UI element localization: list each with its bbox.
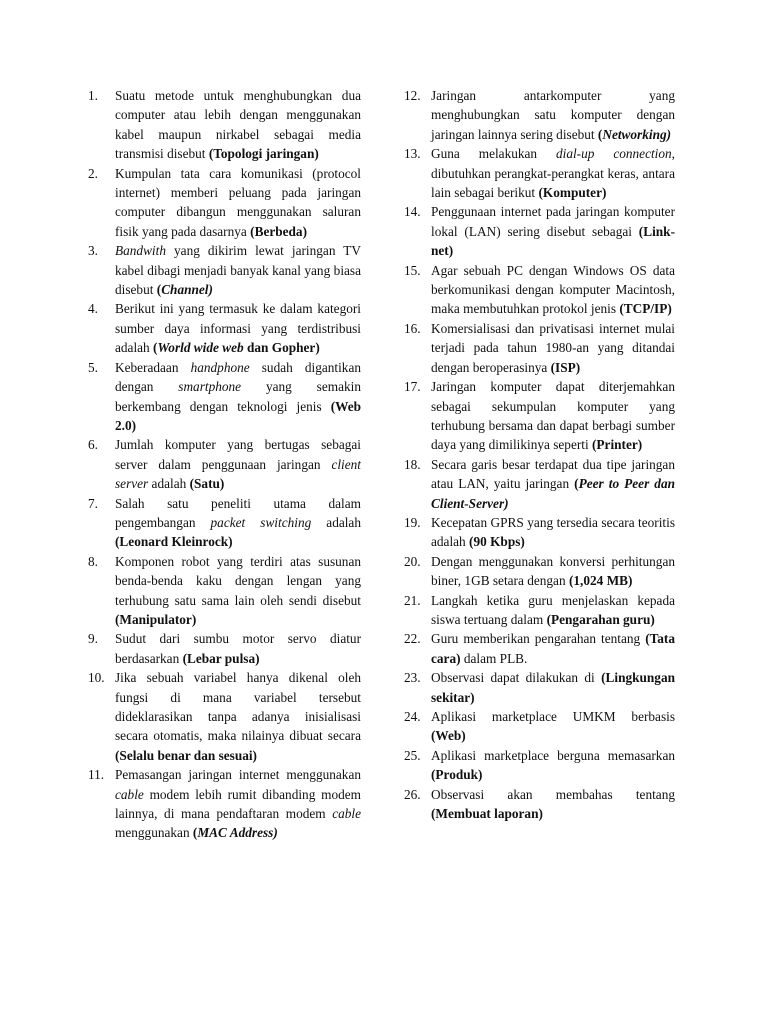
right-column xyxy=(404,86,675,823)
item-text xyxy=(431,455,675,513)
list-item xyxy=(404,455,675,513)
question-text: Kumpulan tata cara komunikasi (protocol internet) memberi peluang pada jaringan computer dibangun menggunakan saluran fisik yang pada dasarnya xyxy=(115,165,361,239)
answer-text-wrapper xyxy=(157,340,243,355)
answer-text: (Topologi jaringan) xyxy=(208,146,319,162)
question-text: Jaringan antarkomputer yang menghubungkan satu komputer dengan jaringan lainnya sering disebut xyxy=(431,88,675,142)
item-number: 24. xyxy=(404,709,421,724)
item-number: 10. xyxy=(88,670,105,686)
item-text xyxy=(431,144,675,202)
answer-text: (Membuat laporan) xyxy=(431,806,543,822)
item-number: 9. xyxy=(88,631,98,647)
question-text: , dibutuhkan perangkat-perangkat keras, antara lain sebagai berikut xyxy=(431,146,675,201)
list-item xyxy=(88,552,361,630)
italic-term: handphone xyxy=(190,359,250,375)
question-text: Aplikasi marketplace UMKM berbasis xyxy=(431,709,675,724)
item-number: 12. xyxy=(404,88,421,103)
list-item xyxy=(404,144,675,202)
list-item xyxy=(404,261,675,319)
item-text xyxy=(115,164,361,242)
answer-text: (Leonard Kleinrock) xyxy=(115,534,233,550)
question-text: Berikut ini yang termasuk ke dalam kategori sumber daya informasi yang terdistribusi adalah xyxy=(115,301,361,356)
question-text: Penggunaan internet pada jaringan komputer lokal (LAN) sering disebut sebagai xyxy=(431,204,675,239)
item-number: 4. xyxy=(88,301,98,317)
item-text xyxy=(115,358,361,436)
item-text xyxy=(115,299,361,357)
list-item xyxy=(404,377,675,455)
list-item xyxy=(404,552,675,591)
item-text xyxy=(431,629,675,668)
item-number: 26. xyxy=(404,786,421,802)
question-text: Guna melakukan xyxy=(431,146,556,162)
answer-text: (Selalu benar dan sesuai) xyxy=(115,747,257,763)
question-text: Pemasangan jaringan internet menggunakan xyxy=(115,767,361,783)
item-number: 3. xyxy=(88,243,98,259)
answer-text: World wide web xyxy=(157,340,244,356)
list-item xyxy=(88,164,361,242)
item-number: 16. xyxy=(404,320,421,336)
answer-text: dan Gopher) xyxy=(243,340,320,356)
answer-text: Networking) xyxy=(602,126,672,142)
item-text xyxy=(431,261,675,319)
question-text: modem lebih rumit dibanding modem lainnya, di mana pendaftaran modem xyxy=(115,786,361,822)
item-text xyxy=(115,668,361,765)
answer-text: Channel) xyxy=(161,282,213,298)
answer-text-wrapper xyxy=(161,282,213,297)
answer-text: (1,024 MB) xyxy=(568,573,633,589)
item-text xyxy=(431,591,675,630)
italic-term: cable xyxy=(332,806,361,822)
item-number: 17. xyxy=(404,379,421,395)
item-text xyxy=(431,202,675,260)
answer-text: ( xyxy=(156,282,162,298)
question-text: Suatu metode untuk menghubungkan dua computer atau lebih dengan menggunakan kabel maupun nirkabel sebagai media transmisi disebut xyxy=(115,88,361,162)
question-text: Jumlah komputer yang bertugas sebagai server dalam penggunaan jaringan xyxy=(115,437,361,472)
question-text: Secara garis besar terdapat dua tipe jaringan atau LAN, yaitu jaringan xyxy=(431,456,675,492)
item-number: 14. xyxy=(404,204,421,220)
list-item xyxy=(404,707,675,746)
italic-term: packet switching xyxy=(210,514,312,530)
answer-text: (Tata cara) xyxy=(431,631,675,666)
item-text xyxy=(115,494,361,552)
question-text: Guru memberikan pengarahan tentang xyxy=(431,631,646,647)
item-text xyxy=(115,552,361,630)
item-number: 2. xyxy=(88,165,98,181)
answer-text: ( xyxy=(153,340,158,356)
question-text: Komersialisasi dan privatisasi internet mulai terjadi pada tahun 1980-an yang ditandai dengan beroperasinya xyxy=(431,320,675,375)
italic-term: Bandwith xyxy=(115,243,166,259)
item-text xyxy=(115,629,361,668)
answer-text: (Manipulator) xyxy=(115,611,197,627)
item-text xyxy=(115,86,361,164)
question-text: Jika sebuah variabel hanya dikenal oleh fungsi di mana variabel tersebut dideklarasikan tanpa adanya inisialisasi secara otomatis, maka nilainya dibuat secara xyxy=(115,670,361,744)
question-text: sudah digantikan dengan xyxy=(115,359,361,395)
item-number: 15. xyxy=(404,262,421,278)
item-text xyxy=(431,707,675,746)
item-text xyxy=(431,746,675,785)
question-text: Komponen robot yang terdiri atas susunan benda-benda kaku dengan lengan yang terhubung satu sama lain oleh sendi disebut xyxy=(115,553,361,608)
question-text: menggunakan xyxy=(115,825,193,841)
answer-text: (Link-net) xyxy=(431,223,675,259)
answer-text: (Produk) xyxy=(431,767,483,783)
item-text xyxy=(431,86,675,144)
left-column xyxy=(88,86,361,843)
question-text: Salah satu peneliti utama dalam pengembangan xyxy=(115,495,361,530)
item-text xyxy=(431,668,675,707)
question-text: Keberadaan xyxy=(115,359,191,375)
answer-text: ( xyxy=(192,825,198,841)
question-text: adalah xyxy=(311,514,361,530)
question-text: Observasi dapat dilakukan di xyxy=(431,670,602,686)
item-number: 19. xyxy=(404,514,421,530)
question-text: adalah xyxy=(148,476,190,492)
answer-text: (Web 2.0) xyxy=(115,398,361,433)
question-text: yang semakin berkembang dengan teknologi jenis xyxy=(115,379,361,414)
item-number: 8. xyxy=(88,553,98,569)
answer-text: MAC Address) xyxy=(197,825,278,841)
list-item xyxy=(404,591,675,630)
question-text: dalam PLB. xyxy=(460,650,528,666)
question-text: Kecepatan GPRS yang tersedia secara teoritis adalah xyxy=(431,514,675,550)
answer-text: (TCP/IP) xyxy=(619,301,672,317)
list-item xyxy=(88,86,361,164)
question-text: Aplikasi marketplace berguna memasarkan xyxy=(431,747,675,763)
list-item xyxy=(404,746,675,785)
item-text xyxy=(431,377,675,455)
item-text xyxy=(431,552,675,591)
list-item xyxy=(88,435,361,493)
answer-text: Peer to Peer dan Client-Server) xyxy=(431,476,676,511)
item-number: 5. xyxy=(88,359,98,375)
item-number: 13. xyxy=(404,146,421,162)
answer-text: (Lebar pulsa) xyxy=(182,650,260,666)
italic-term: client server xyxy=(115,456,361,492)
question-text: Sudut dari sumbu motor servo diatur berdasarkan xyxy=(115,631,361,666)
answer-text: (ISP) xyxy=(550,359,581,375)
item-text xyxy=(431,785,675,824)
list-item xyxy=(88,299,361,357)
answer-text-wrapper xyxy=(602,127,671,142)
item-number: 25. xyxy=(404,747,421,763)
italic-term: smartphone xyxy=(178,379,242,395)
italic-term: dial-up connection xyxy=(555,146,672,162)
list-item xyxy=(404,785,675,824)
answer-text: ( xyxy=(574,476,579,492)
item-text xyxy=(115,435,361,493)
question-text: Agar sebuah PC dengan Windows OS data berkomunikasi dengan komputer Macintosh, maka membutuhkan protokol jenis xyxy=(431,262,675,317)
list-item xyxy=(404,86,675,144)
answer-text: (90 Kbps) xyxy=(469,534,525,550)
item-number: 22. xyxy=(404,631,421,647)
answer-text: (Web) xyxy=(431,728,466,744)
question-text: Dengan menggunakan konversi perhitungan biner, 1GB setara dengan xyxy=(431,553,675,589)
question-text: Observasi akan membahas tentang xyxy=(431,786,675,802)
item-text xyxy=(115,765,361,843)
answer-text: (Komputer) xyxy=(538,185,607,201)
list-item xyxy=(404,668,675,707)
italic-term: cable xyxy=(115,786,144,802)
item-number: 1. xyxy=(88,88,98,103)
item-text xyxy=(115,241,361,299)
answer-text: (Satu) xyxy=(189,476,225,492)
answer-text: ( xyxy=(597,126,603,142)
question-text: Langkah ketika guru menjelaskan kepada siswa tertuang dalam xyxy=(431,592,675,627)
item-number: 18. xyxy=(404,456,421,472)
item-text xyxy=(431,513,675,552)
item-number: 6. xyxy=(88,437,98,453)
list-item xyxy=(404,513,675,552)
answer-text: (Berbeda) xyxy=(250,223,308,239)
item-number: 7. xyxy=(88,495,98,511)
list-item xyxy=(404,319,675,377)
list-item xyxy=(88,358,361,436)
question-text: Jaringan komputer dapat diterjemahkan sebagai sekumpulan komputer yang terhubung bersama dan dapat berbagi sumber daya yang dimilikinya seperti xyxy=(431,379,675,453)
item-number: 23. xyxy=(404,670,421,686)
item-number: 20. xyxy=(404,553,421,569)
answer-text: (Pengarahan guru) xyxy=(546,611,655,627)
list-item xyxy=(404,202,675,260)
list-item xyxy=(88,629,361,668)
list-item xyxy=(88,241,361,299)
list-item xyxy=(88,494,361,552)
item-number: 21. xyxy=(404,592,421,608)
question-text: yang dikirim lewat jaringan TV kabel dibagi menjadi banyak kanal yang biasa disebut xyxy=(115,243,361,298)
item-text xyxy=(431,319,675,377)
answer-text-wrapper xyxy=(197,825,277,840)
answer-text: (Lingkungan sekitar) xyxy=(431,670,675,705)
list-item xyxy=(88,668,361,765)
list-item xyxy=(88,765,361,843)
answer-text: (Printer) xyxy=(592,437,643,453)
item-number: 11. xyxy=(88,767,105,783)
list-item xyxy=(404,629,675,668)
